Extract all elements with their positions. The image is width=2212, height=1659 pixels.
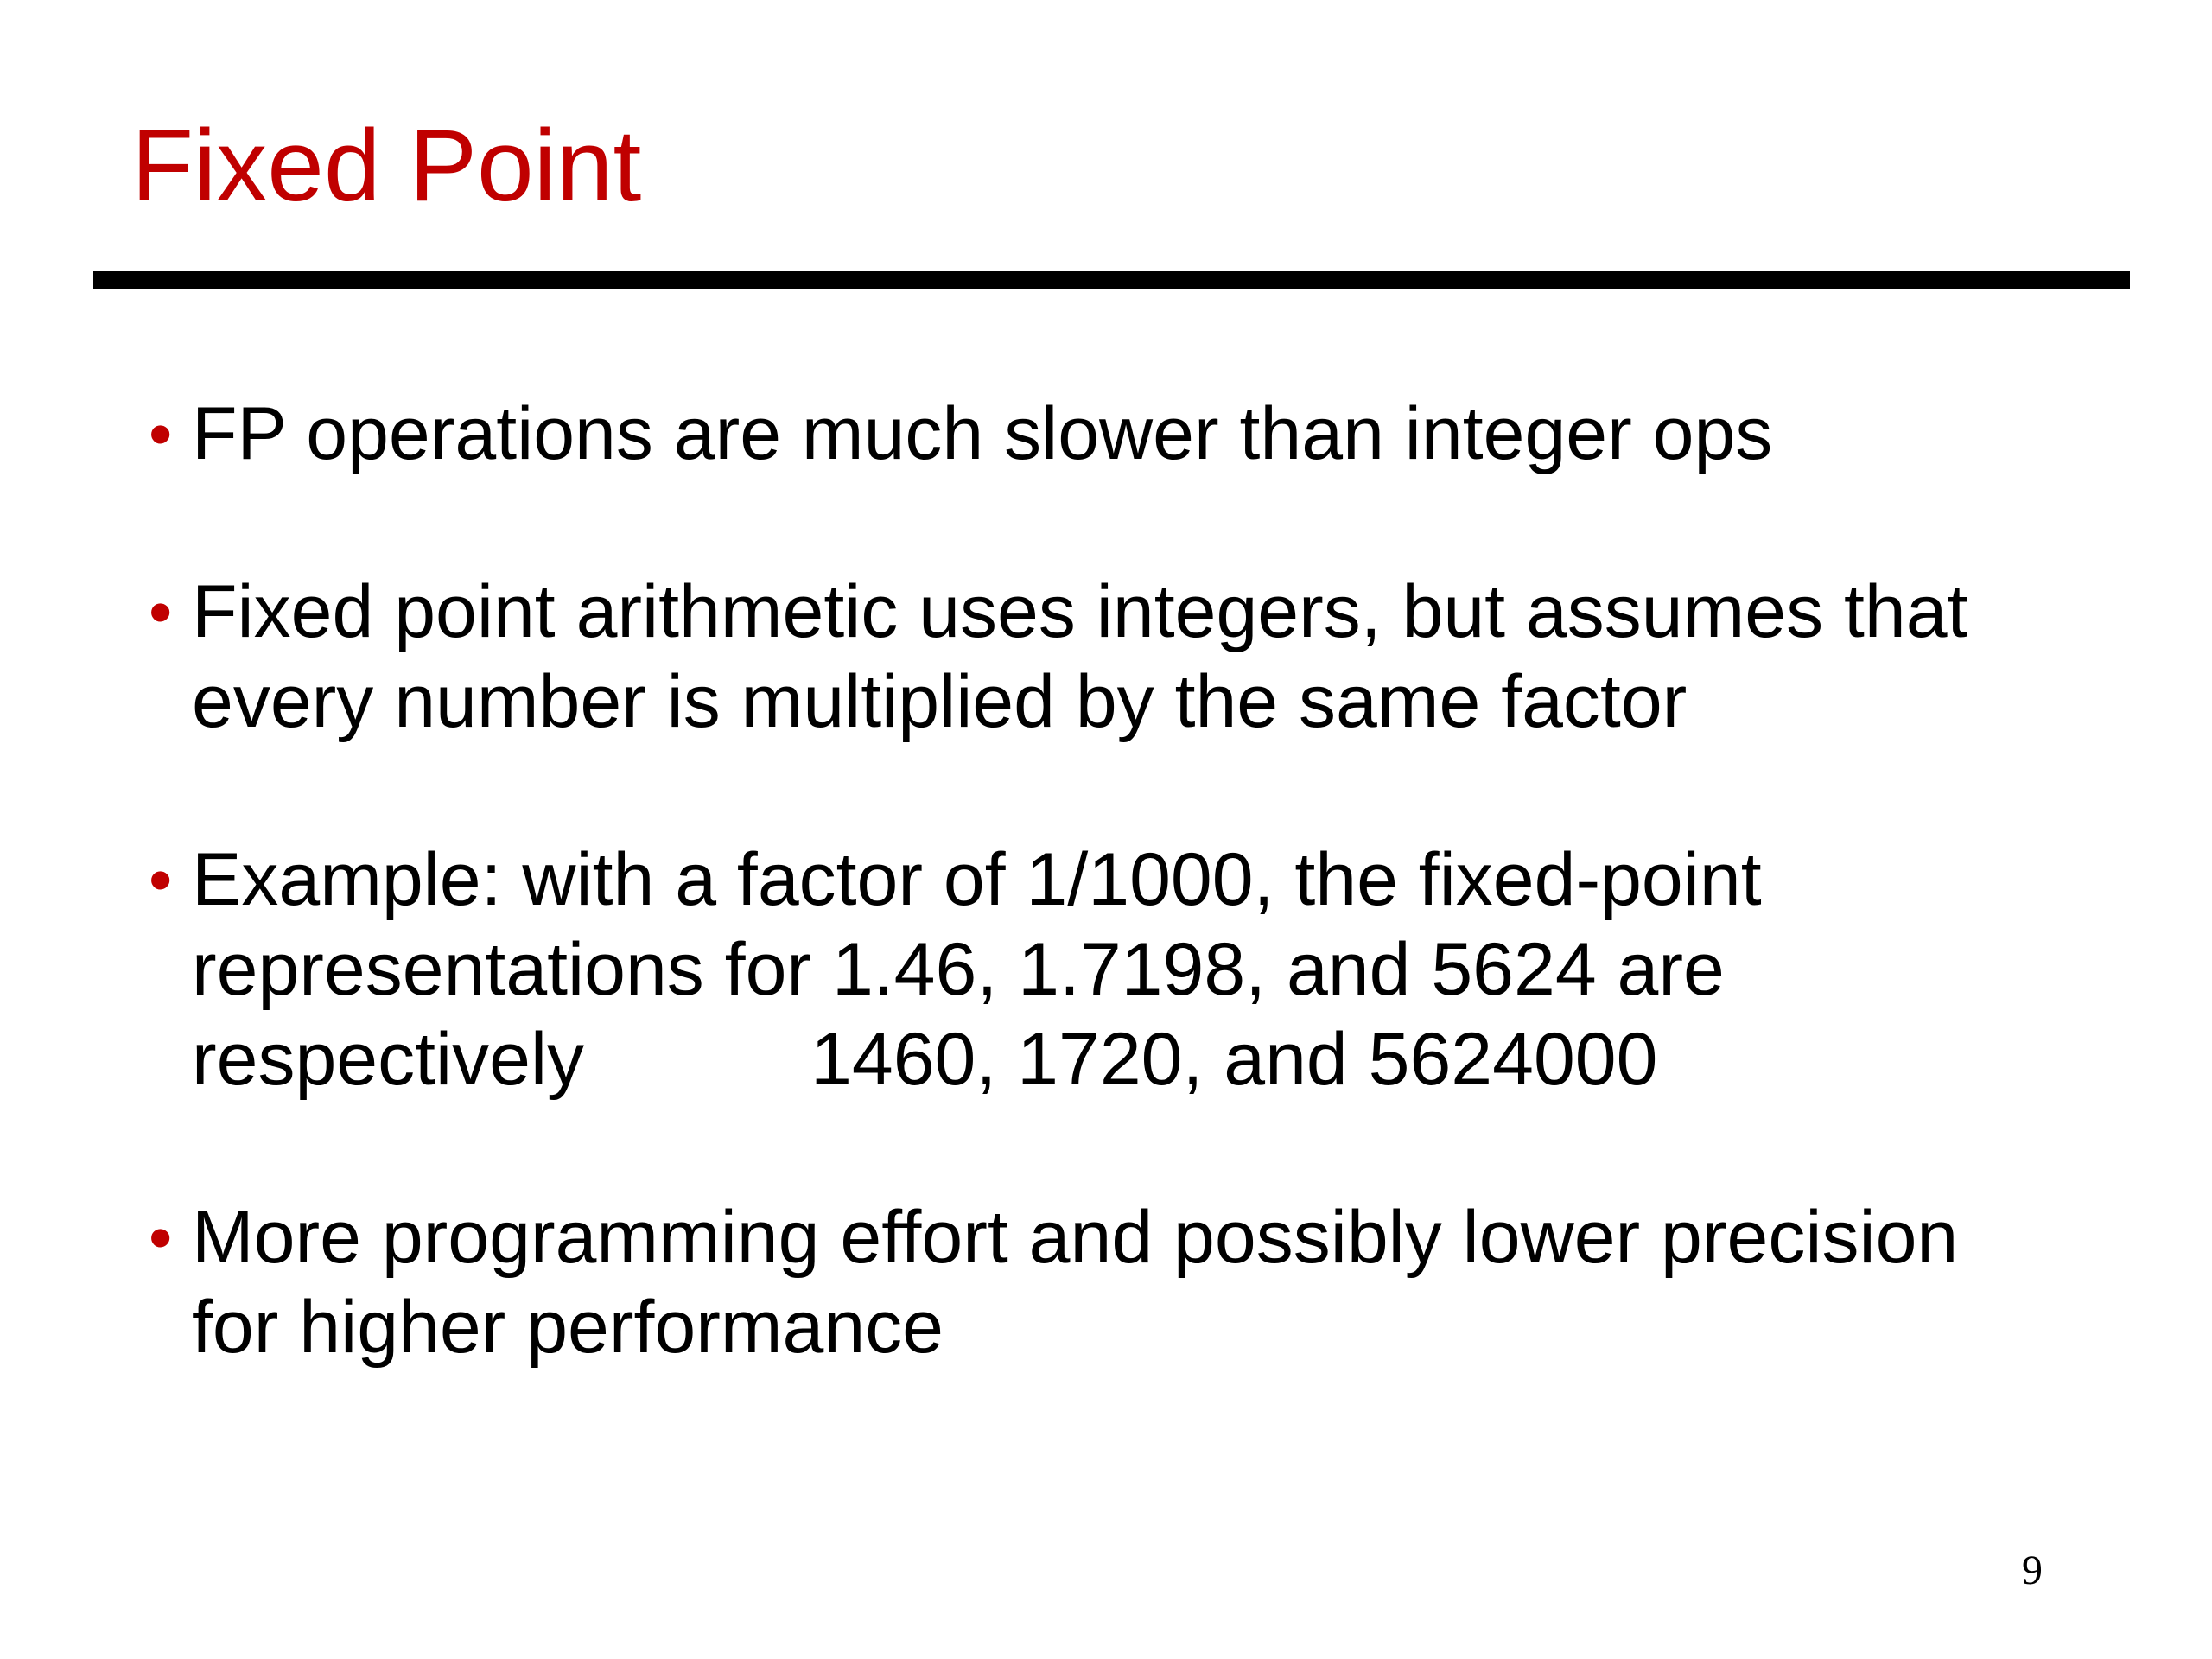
bullet-line: for higher performance (192, 1286, 944, 1369)
fixed-point-values: 1460, 1720, and 5624000 (810, 1018, 1658, 1101)
title-divider (93, 271, 2130, 289)
bullet-item (149, 389, 2093, 479)
bullet-text (192, 835, 2093, 1104)
bullet-line: FP operations are much slower than integer ops (192, 392, 1773, 475)
bullet-list (149, 389, 2093, 1372)
bullet-line (192, 1014, 2093, 1104)
bullet-item (149, 835, 2093, 1104)
bullet-line: More programming effort and possibly lower precision (192, 1196, 1959, 1279)
bullet-text (192, 389, 2093, 479)
bullet-line: representations for 1.46, 1.7198, and 5624 are (192, 928, 1725, 1011)
bullet-icon: • (149, 396, 173, 472)
bullet-line: Fixed point arithmetic uses integers, but assumes that (192, 570, 1968, 653)
slide-title: Fixed Point (131, 109, 642, 223)
bullet-icon: • (149, 1199, 173, 1275)
bullet-item (149, 1192, 2093, 1372)
bullet-line: every number is multiplied by the same factor (192, 660, 1688, 743)
bullet-text (192, 567, 2093, 747)
bullet-text (192, 1192, 2093, 1372)
page-number: 9 (2022, 1548, 2043, 1593)
bullet-icon: • (149, 574, 173, 650)
respectively-label: respectively (192, 1018, 585, 1101)
bullet-icon: • (149, 842, 173, 918)
bullet-item (149, 567, 2093, 747)
bullet-line: Example: with a factor of 1/1000, the fixed-point (192, 838, 1762, 921)
